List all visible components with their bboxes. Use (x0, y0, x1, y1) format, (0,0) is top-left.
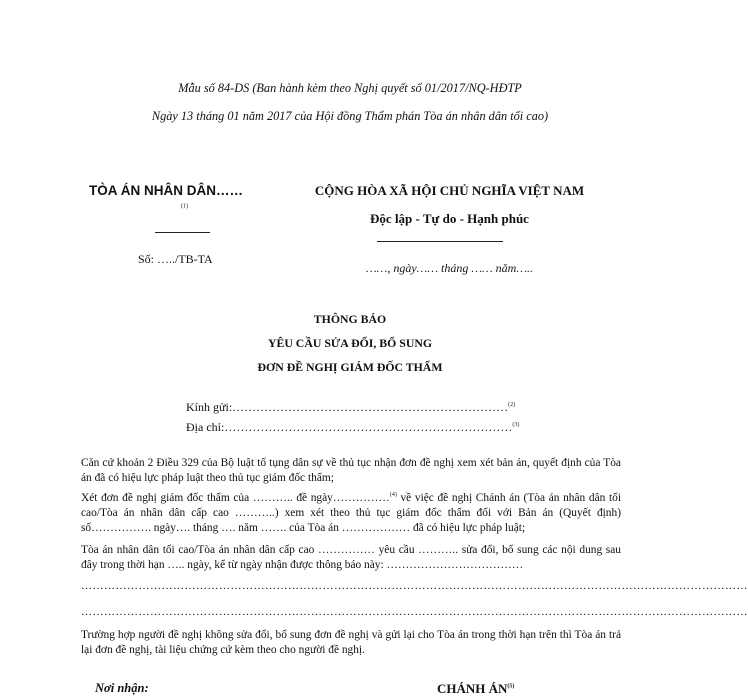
recipients-label: Nơi nhận: (95, 681, 149, 695)
recipient-address-text: Địa chỉ:……………………………………………………………… (186, 420, 513, 434)
footnote-marker-3: (3) (512, 422, 520, 428)
footnote-marker-1: (1) (181, 203, 188, 210)
form-reference-line-1: Mẫu số 84-DS (Ban hành kèm theo Nghị quyết số 01/2017/NQ-HĐTP (178, 81, 522, 95)
signer-title-text: CHÁNH ÁN (437, 681, 508, 696)
date-line: ……, ngày…… tháng …… năm….. (365, 261, 533, 275)
doc-title-line-3: ĐƠN ĐỀ NGHỊ GIÁM ĐỐC THẨM (257, 360, 443, 374)
recipient-address (186, 420, 519, 435)
body-paragraph-1: Căn cứ khoản 2 Điều 329 của Bộ luật tố tụng dân sự về thủ tục nhận đơn đề nghị xem xét bản án, quyết định của Tòa án đã có hiệu lực pháp luật theo thủ tục giám đốc thẩm; (81, 457, 621, 484)
court-underline (155, 232, 210, 233)
national-title: CỘNG HÒA XÃ HỘI CHỦ NGHĨA VIỆT NAM (314, 183, 585, 198)
court-name-footnote (181, 201, 188, 219)
motto-underline (377, 241, 503, 242)
national-motto: Độc lập - Tự do - Hạnh phúc (370, 211, 529, 226)
body-paragraph-2-end: về việc đề nghị Chánh án (Tòa án nhân dân tối cao/Tòa án nhân dân cấp cao ………..) xem xét theo thủ tục giám đốc thẩm đối với Bản án (Quyết định) số……………. ngày…. tháng …. năm ……. của Tòa án ……………… đã có hiệu lực pháp luật; (81, 492, 621, 534)
body-paragraph-4: Trường hợp người đề nghị không sửa đổi, bổ sung đơn đề nghị và gửi lại cho Tòa án trong thời hạn trên thì Tòa án trả lại đơn đề nghị, tài liệu chứng cứ kèm theo cho người đề nghị. (81, 629, 621, 656)
recipient-to (186, 400, 515, 415)
fill-in-dotted-line-1: ………………………………………………………………………………………………………………………………………………………… (81, 580, 748, 592)
signer-title (437, 681, 514, 697)
doc-title-line-2: YÊU CẦU SỬA ĐỔI, BỔ SUNG (267, 336, 433, 350)
body-paragraph-2-start: Xét đơn đề nghị giám đốc thẩm của ……….. đề ngày…………… (81, 492, 390, 504)
doc-title-notice: THÔNG BÁO (313, 312, 387, 326)
footnote-marker-2: (2) (508, 402, 516, 408)
footnote-marker-4: (4) (389, 492, 397, 499)
footnote-marker-5: (5) (507, 683, 515, 690)
body-paragraph-3: Tòa án nhân dân tối cao/Tòa án nhân dân cấp cao …………… yêu cầu ……….. sửa đổi, bổ sung các nội dung sau đây trong thời hạn ….. ngày, kể từ ngày nhận được thông báo này: ……………………………… (81, 544, 621, 571)
form-reference-line-2: Ngày 13 tháng 01 năm 2017 của Hội đồng Thẩm phán Tòa án nhân dân tối cao) (151, 109, 549, 123)
court-name: TÒA ÁN NHÂN DÂN…… (89, 183, 243, 198)
document-number: Số: …../TB-TA (138, 252, 213, 266)
fill-in-dotted-line-2: ………………………………………………………………………………………………………………………………………………………… (81, 606, 748, 618)
recipient-to-text: Kính gửi:…………………………………………………………… (186, 400, 509, 414)
body-paragraph-2 (81, 491, 621, 536)
